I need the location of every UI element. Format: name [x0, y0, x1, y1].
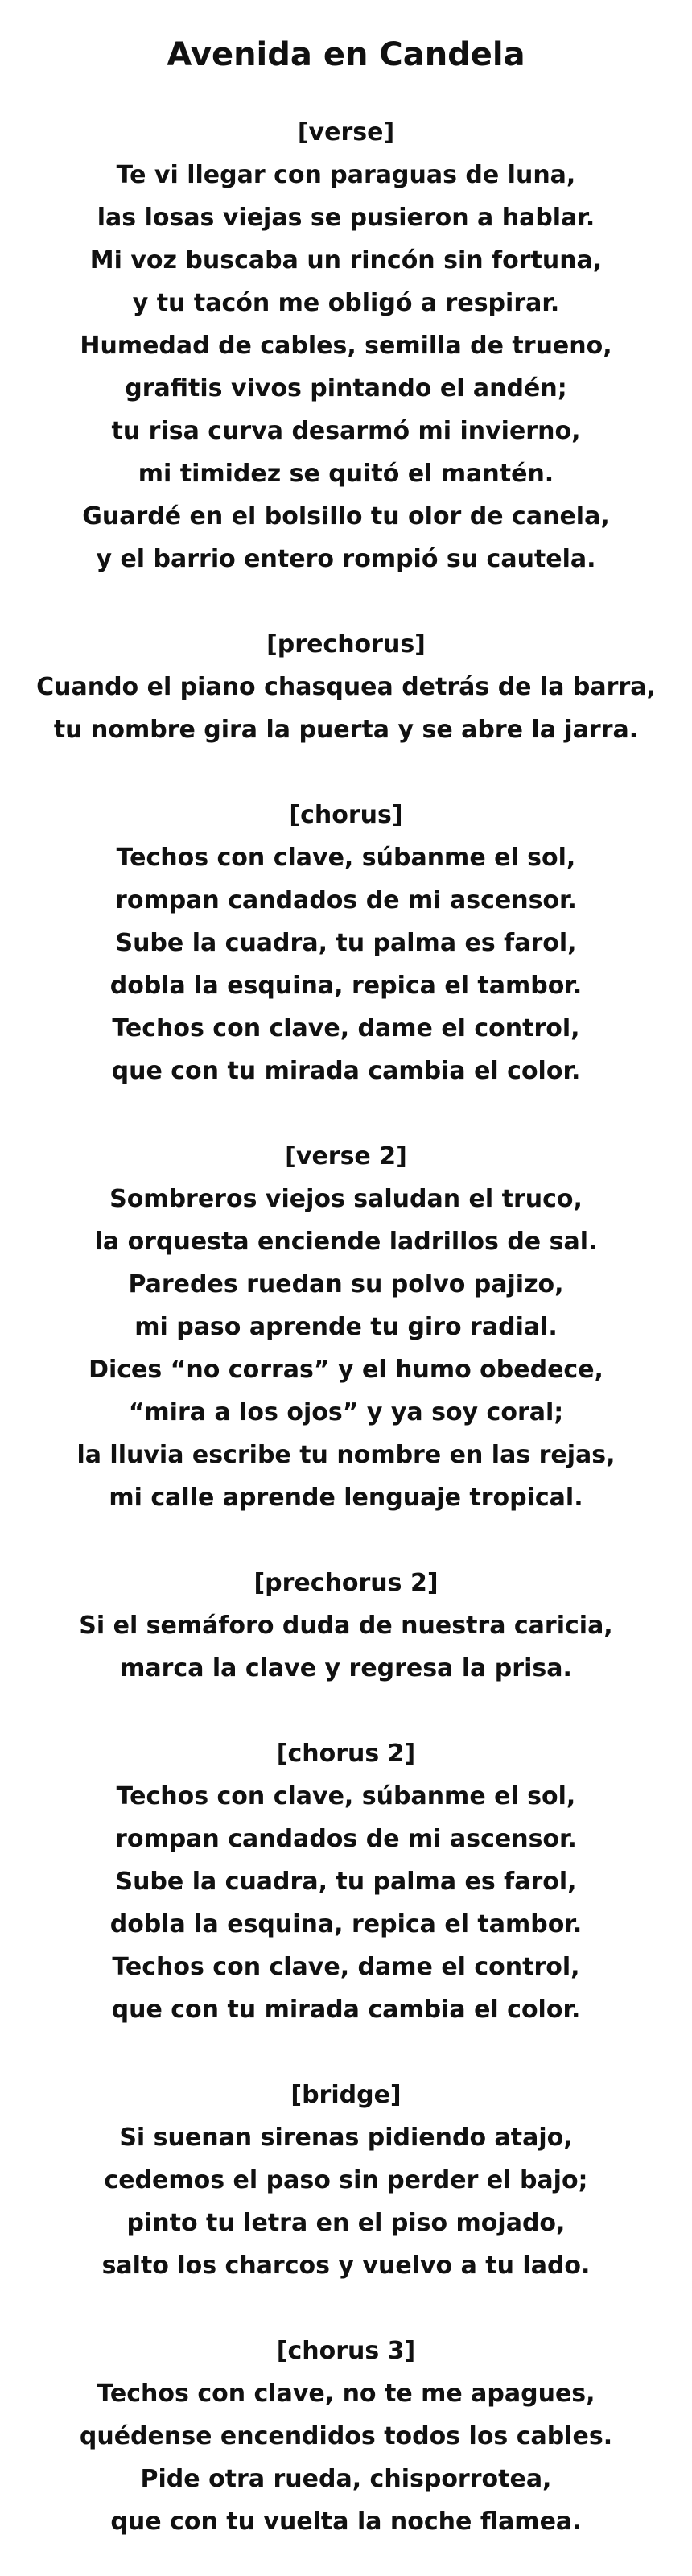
lyric-line: Humedad de cables, semilla de trueno, [80, 332, 612, 360]
lyric-line: y el barrio entero rompió su cautela. [96, 545, 596, 573]
lyric-line: Techos con clave, súbanme el sol, [116, 844, 576, 872]
lyric-line: mi paso aprende tu giro radial. [134, 1313, 558, 1341]
section-label: [prechorus 2] [253, 1569, 439, 1597]
lyric-line: rompan candados de mi ascensor. [115, 886, 577, 914]
lyric-line: Sombreros viejos saludan el truco, [109, 1185, 583, 1213]
lyric-line: la lluvia escribe tu nombre en las rejas, [76, 1441, 616, 1469]
lyrics-section [0, 1732, 692, 2031]
lyric-line: Cuando el piano chasquea detrás de la barra, [36, 673, 656, 701]
lyric-line: la orquesta enciende ladrillos de sal. [94, 1228, 598, 1256]
lyric-line: Te vi llegar con paraguas de luna, [116, 161, 576, 189]
lyric-line: cedemos el paso sin perder el bajo; [104, 2166, 588, 2194]
lyric-line: Techos con clave, dame el control, [112, 1953, 580, 1981]
lyric-line: que con tu vuelta la noche flamea. [110, 2508, 582, 2536]
lyrics-section [0, 794, 692, 1092]
lyric-line: Techos con clave, dame el control, [112, 1014, 580, 1042]
lyric-line: mi timidez se quitó el mantén. [138, 460, 554, 488]
lyric-line: las losas viejas se pusieron a hablar. [97, 204, 595, 232]
lyrics-section [0, 111, 692, 580]
lyrics-body [0, 111, 692, 2543]
lyric-line: Pide otra rueda, chisporrotea, [140, 2465, 552, 2493]
lyric-line: que con tu mirada cambia el color. [111, 1996, 581, 2024]
lyric-line: Si suenan sirenas pidiendo atajo, [119, 2124, 573, 2152]
lyric-line: quédense encendidos todos los cables. [79, 2422, 613, 2450]
lyric-line: Dices “no corras” y el humo obedece, [89, 1356, 603, 1384]
lyric-line: dobla la esquina, repica el tambor. [109, 1910, 583, 1938]
lyric-line: Sube la cuadra, tu palma es farol, [115, 1868, 577, 1896]
lyrics-section [0, 2330, 692, 2543]
lyric-line: grafitis vivos pintando el andén; [125, 374, 567, 402]
lyric-line: pinto tu letra en el piso mojado, [126, 2209, 566, 2237]
lyric-line: Sube la cuadra, tu palma es farol, [115, 929, 577, 957]
lyric-line: Si el semáforo duda de nuestra caricia, [79, 1612, 613, 1640]
lyrics-section [0, 2074, 692, 2287]
lyric-line: Guardé en el bolsillo tu olor de canela, [82, 502, 610, 530]
lyrics-section [0, 1562, 692, 1690]
lyric-line: rompan candados de mi ascensor. [115, 1825, 577, 1853]
section-label: [chorus 3] [276, 2337, 416, 2365]
lyric-line: Techos con clave, no te me apagues, [97, 2380, 595, 2408]
lyrics-section [0, 1135, 692, 1519]
section-label: [bridge] [290, 2081, 402, 2109]
lyric-line: tu nombre gira la puerta y se abre la jarra. [53, 716, 639, 744]
section-label: [prechorus] [266, 630, 426, 658]
lyric-line: “mira a los ojos” y ya soy coral; [128, 1398, 564, 1426]
lyric-line: Mi voz buscaba un rincón sin fortuna, [89, 246, 603, 275]
section-label: [verse] [297, 118, 395, 147]
lyric-line: tu risa curva desarmó mi invierno, [111, 417, 581, 445]
song-title: Avenida en Candela [167, 36, 525, 73]
lyric-line: salto los charcos y vuelvo a tu lado. [101, 2252, 591, 2280]
lyric-line: y tu tacón me obligó a respirar. [132, 289, 560, 317]
lyric-line: Paredes ruedan su polvo pajizo, [128, 1270, 564, 1298]
section-label: [verse 2] [285, 1142, 407, 1170]
lyric-line: dobla la esquina, repica el tambor. [109, 972, 583, 1000]
section-label: [chorus 2] [276, 1740, 416, 1768]
section-label: [chorus] [289, 801, 403, 829]
lyric-line: mi calle aprende lenguaje tropical. [109, 1484, 583, 1512]
lyrics-section [0, 623, 692, 751]
lyric-line: marca la clave y regresa la prisa. [120, 1654, 572, 1682]
lyric-line: que con tu mirada cambia el color. [111, 1057, 581, 1085]
lyric-line: Techos con clave, súbanme el sol, [116, 1782, 576, 1810]
